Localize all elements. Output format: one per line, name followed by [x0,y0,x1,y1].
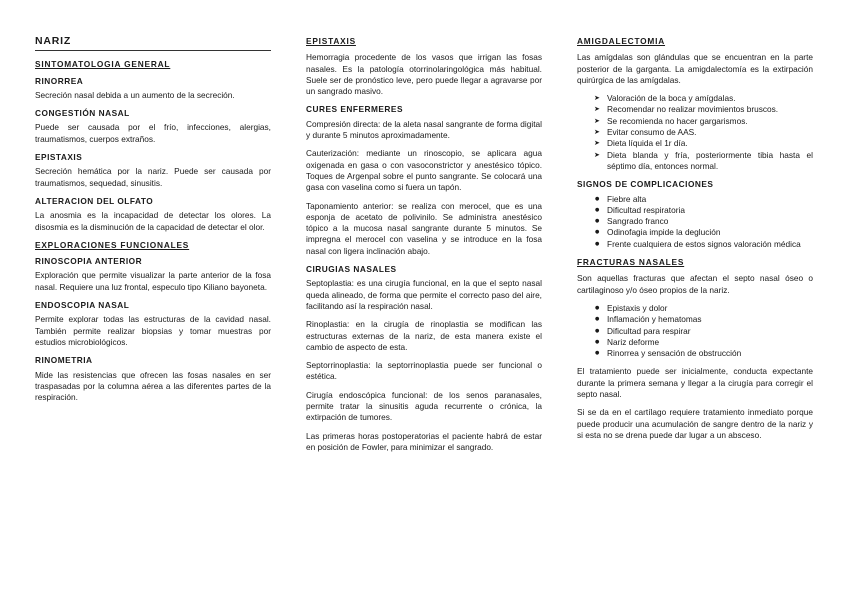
desc-cauterizacion: mediante un rinoscopio, se aplicara agua oxigenada en gasa o con vasoconstrictor y anestésico tópico. Toques de Argenpal sobre el punto sangrante. Se colocará una gasa con vaselina como si fuera un tapón. [306,148,542,193]
list-item: ➤ Recomendar no realizar movimientos bruscos. [577,104,813,115]
list-item: ● Inflamación y hematomas [577,314,813,325]
heading-cirugias: CIRUGIAS NASALES [306,264,397,275]
desc-compresion: de la aleta nasal sangrante de forma digital y durante 5 minutos aproximadamente. [306,118,542,141]
list-item: ● Nariz deforme [577,337,813,348]
list-item: ● Epistaxis y dolor [577,303,813,314]
label-taponamiento: Taponamiento anterior: [306,200,394,211]
text-cauterizacion [306,148,542,193]
list-item: ➤ Se recomienda no hacer gargarismos. [577,116,813,127]
column-epistaxis [306,36,542,460]
text-amigdalectomia-intro: Las amígdalas son glándulas que se encuentran en la parte posterior de la garganta. La amigdalectomía es la extirpación quirúrgica de las amígdalas. [577,52,813,85]
heading-rinoscopia: RINOSCOPIA ANTERIOR [35,256,143,267]
text-cartilago: Si se da en el cartílago requiere tratamiento inmediato porque puede producir una acumulación de sangre dentro de la nariz y si esta no se drena puede dar lugar a un absceso. [577,407,813,440]
text-endoscopia: Permite explorar todas las estructuras de la cavidad nasal. También permite realizar biopsias y tomar muestras por estudios microbiológicos. [35,314,271,347]
heading-rinometria: RINOMETRIA [35,355,93,366]
subtitle-exploraciones: EXPLORACIONES FUNCIONALES [35,239,190,250]
column-nariz [35,36,271,410]
text-septoplastia [306,278,542,312]
text-fracturas-intro: Son aquellas fracturas que afectan el septo nasal óseo o cartilaginoso y/o óseo propios de la nariz. [577,273,813,295]
subtitle-sintomatologia: SINTOMATOLOGIA GENERAL [35,59,171,70]
text-olfato: La anosmia es la incapacidad de detectar los olores. La disosmia es la disminución de la capacidad de detectar el olor. [35,210,271,232]
text-compresion [306,119,542,142]
list-item: ● Fiebre alta [577,194,813,205]
desc-taponamiento: se realiza con merocel, que es una esponja de acetato de polivinilo. Se administra anestésico tópico a la mucosa nasal sangrante durante 5 minutos. Se impregna el merocel con vaselina y se introduce en la fosa nasal con ligera inclinación abajo. [306,200,542,256]
text-epistaxis-sintoma: Secreción hemática por la nariz. Puede ser causada por traumatismos, sequedad, sinusitis. [35,166,271,188]
list-signos [577,194,813,250]
list-item: ➤ Dieta blanda y fría, posteriormente tibia hasta el séptimo día, entonces normal. [577,150,813,173]
text-endoscopica [306,390,542,424]
heading-epistaxis-sintoma: EPISTAXIS [35,152,83,163]
list-fracturas [577,303,813,359]
list-item: ● Dificultad para respirar [577,326,813,337]
label-septoplastia: Septoplastia: [306,278,354,289]
text-congestion: Puede ser causada por el frío, infecciones, alergias, traumatismos, cuerpos extraños. [35,122,271,144]
text-taponamiento [306,201,542,257]
heading-signos: SIGNOS DE COMPLICACIONES [577,179,714,190]
list-item: ➤ Valoración de la boca y amígdalas. [577,93,813,104]
list-item: ● Odinofagia impide la deglución [577,227,813,238]
list-item: ● Dificultad respiratoria [577,205,813,216]
desc-septoplastia: es una cirugía funcional, en la que el septo nasal queda alineado, de forma que permite el correcto paso del aire, facilitando así la respiración nasal. [306,278,542,311]
label-rinoplastia: Rinoplastia: [306,319,350,330]
text-rinoplastia [306,319,542,353]
section-title-epistaxis: EPISTAXIS [306,36,356,46]
label-compresion: Compresión directa: [306,118,381,129]
section-title-amigdalectomia: AMIGDALECTOMIA [577,36,666,46]
list-item: ● Frente cualquiera de estos signos valoración médica [577,239,813,250]
heading-fracturas: FRACTURAS NASALES [577,257,685,268]
label-septorrinoplastia: Septorrinoplastia: [306,360,371,371]
list-item: ● Rinorrea y sensación de obstrucción [577,348,813,359]
section-title-nariz: NARIZ [35,36,271,51]
desc-endoscopica: de los senos paranasales, permite tratar la sinusitis aguda recurrente o crónica, la extirpación de tumores. [306,389,542,423]
text-tratamiento: El tratamiento puede ser inicialmente, conducta expectante durante la primera semana y llegar a la cirugía para corregir el septo nasal. [577,366,813,400]
column-amigdalectomia [577,36,813,448]
text-postop: Las primeras horas postoperatorias el paciente habrá de estar en posición de Fowler, para minimizar el sangrado. [306,430,542,452]
heading-cures: CURES ENFERMERES [306,104,403,115]
heading-rinorrea: RINORREA [35,75,84,86]
text-septorrinoplastia [306,360,542,383]
desc-rinoplastia: en la cirugía de rinoplastia se modifican las estructuras externas de la nariz, de esta manera existe el cambio de aspecto de esta. [306,319,542,352]
heading-endoscopia: ENDOSCOPIA NASAL [35,300,130,311]
heading-congestion: CONGESTIÓN NASAL [35,108,130,119]
heading-olfato: ALTERACION DEL OLFATO [35,195,154,206]
text-epistaxis-intro: Hemorragia procedente de los vasos que irrigan las fosas nasales. Es la patología otorrinolaringológica más habitual. Suele ser de pronóstico leve, pero puede llegar a agravarse por un sangrado masivo. [306,52,542,97]
label-cauterizacion: Cauterización: [306,148,360,159]
list-item: ● Sangrado franco [577,216,813,227]
text-rinorrea: Secreción nasal debida a un aumento de la secreción. [35,89,235,100]
label-endoscopica: Cirugía endoscópica funcional: [306,389,428,400]
desc-septorrinoplastia: la septorrinoplastia puede ser funcional o estética. [306,360,542,382]
list-item: ➤ Dieta líquida el 1r día. [577,138,813,149]
text-rinoscopia: Exploración que permite visualizar la parte anterior de la fosa nasal. Requiere una luz frontal, especulo tipo Kiliano bayoneta. [35,270,271,292]
list-cuidados [577,93,813,172]
list-item: ➤ Evitar consumo de AAS. [577,127,813,138]
text-rinometria: Mide las resistencias que ofrecen las fosas nasales en ser traspasadas por la columna aérea a las diferentes partes de la respiración. [35,369,271,403]
